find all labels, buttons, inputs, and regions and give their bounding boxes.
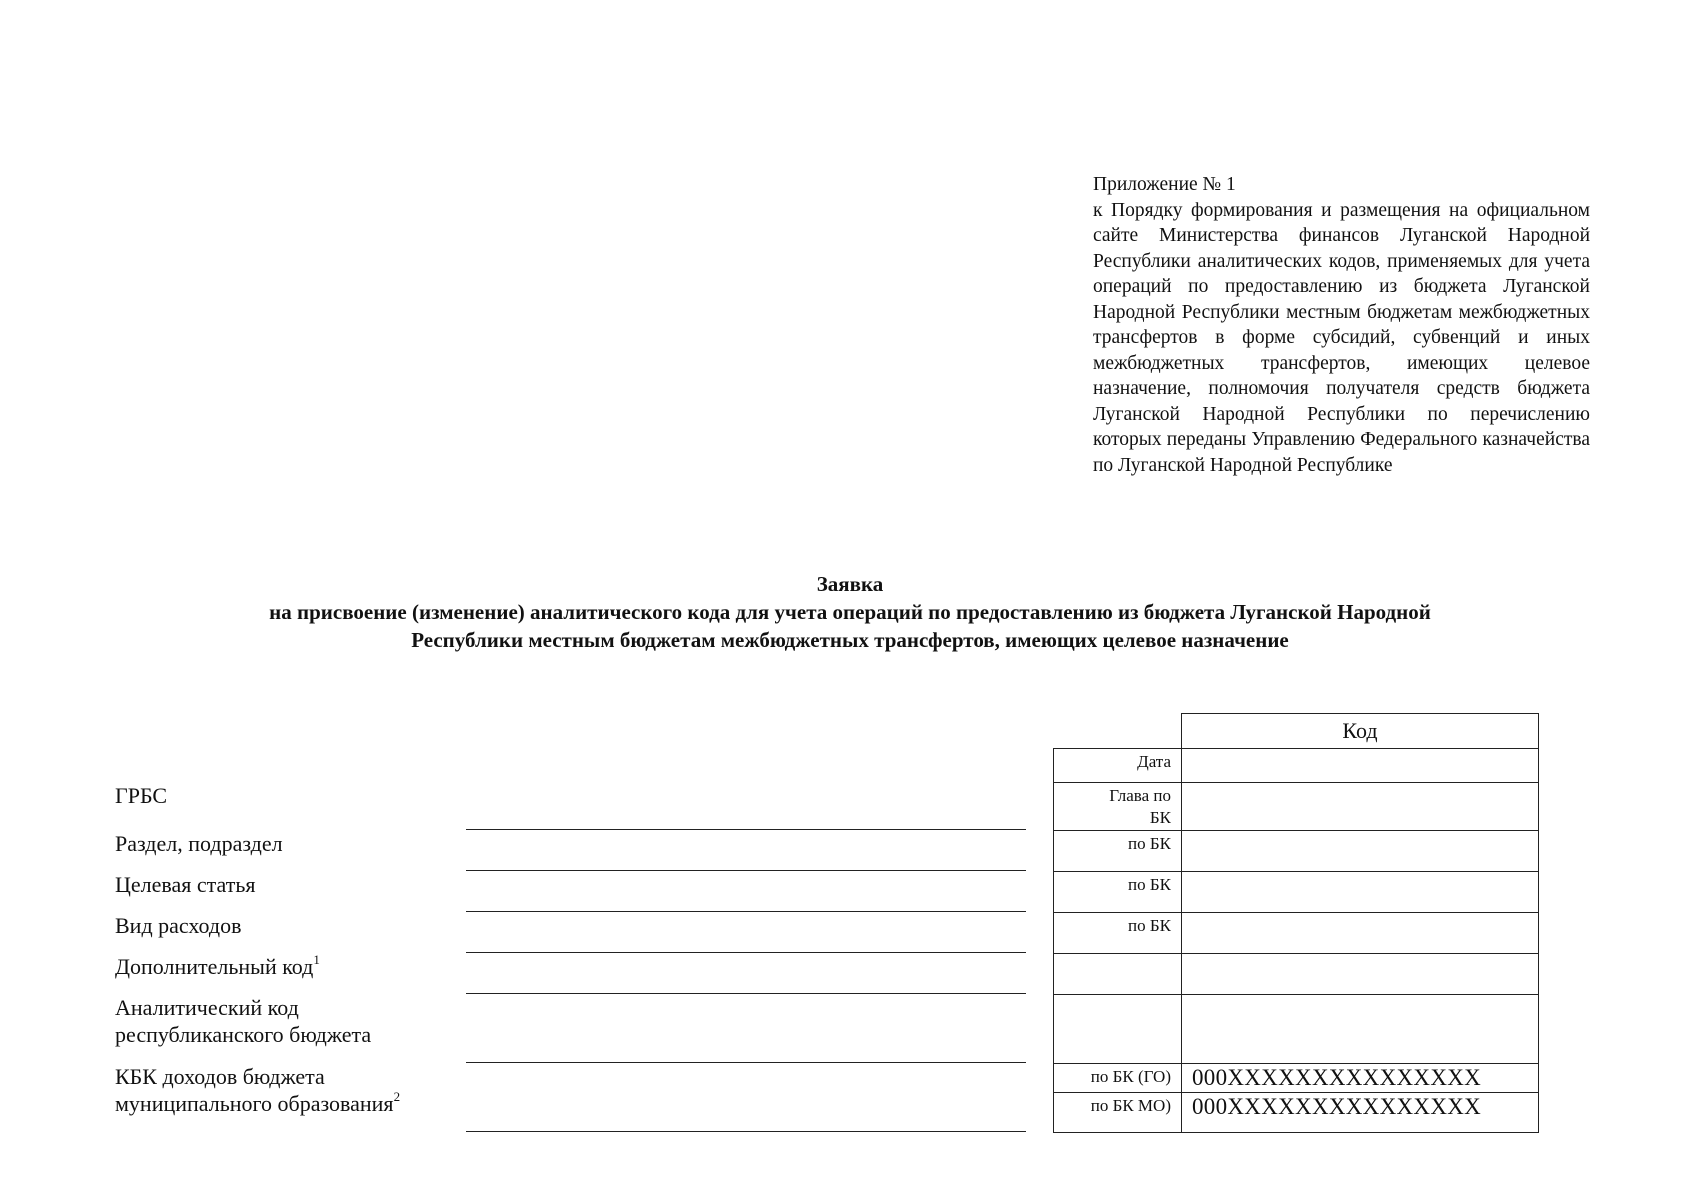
code-row-target-article [1054,872,1539,913]
code-row-analytic-code [1054,995,1539,1064]
row-label-chapter-line-1: Глава по [1109,786,1171,805]
input-line-expense-type[interactable] [466,952,1026,953]
appendix-text: к Порядку формирования и размещения на официальном сайте Министерства финансов Луганской Народной Республики аналитических кодов, применяемых для учета операций по предоставлению из бюджета Луганской Народной Республики местным бюджетам межбюджетных трансфертов в форме субсидий, субвенций и иных межбюджетных трансфертов, имеющих целевое назначение, полномочия получателя средств бюджета Луганской Народной Республики по перечислению которых переданы Управлению Федерального казначейства по Луганской Народной Республике [1093,199,1590,476]
input-line-analytic-code[interactable] [466,1062,1026,1063]
code-row-additional-code [1054,954,1539,995]
cell-additional-code[interactable] [1182,954,1539,995]
label-additional-code [115,953,320,980]
appendix-number: Приложение № 1 [1093,174,1236,195]
cell-kbk-go[interactable]: 000XXXXXXXXXXXXXXX [1182,1064,1539,1093]
row-label-chapter-line-2: БК [1149,808,1171,827]
title-line-3: Республики местным бюджетам межбюджетных трансфертов, имеющих целевое назначение [411,628,1289,652]
input-line-target-article[interactable] [466,911,1026,912]
cell-expense-type[interactable] [1182,913,1539,954]
code-row-date [1054,749,1539,783]
label-additional-code-text: Дополнительный код [115,954,314,979]
label-analytic-code [115,994,371,1048]
code-row-section [1054,831,1539,872]
cell-date[interactable] [1182,749,1539,783]
code-row-expense-type [1054,913,1539,954]
label-target-article: Целевая статья [115,872,256,897]
title-line-2: на присвоение (изменение) аналитического кода для учета операций по предоставлению из бюджета Луганской Народной [269,600,1431,624]
input-line-kbk[interactable] [466,1131,1026,1132]
cell-kbk-mo[interactable]: 000XXXXXXXXXXXXXXX [1182,1093,1539,1133]
cell-analytic-code[interactable] [1182,995,1539,1064]
row-label-expense-type: по БК [1054,913,1182,954]
code-header: Код [1182,714,1539,749]
row-label-analytic-code [1054,995,1182,1064]
label-grbs: ГРБС [115,783,168,808]
row-label-kbk-mo: по БК МО) [1054,1093,1182,1133]
label-kbk-line-2-text: муниципального образования [115,1091,394,1116]
title-line-1: Заявка [816,572,884,596]
code-table-header-row [1054,714,1539,749]
cell-target-article[interactable] [1182,872,1539,913]
label-expense-type: Вид расходов [115,913,242,938]
code-table [1053,713,1539,1133]
row-label-date: Дата [1054,749,1182,783]
row-label-additional-code [1054,954,1182,995]
label-kbk-line-1: КБК доходов бюджета [115,1064,325,1089]
code-row-kbk-go [1054,1064,1539,1093]
document-title [150,570,1550,654]
row-label-section: по БК [1054,831,1182,872]
label-kbk-line-2 [115,1090,400,1117]
footnote-marker-2: 2 [393,1089,401,1104]
footnote-marker-1: 1 [313,952,320,967]
code-row-kbk-mo [1054,1093,1539,1133]
label-analytic-code-line-1: Аналитический код [115,995,299,1020]
label-analytic-code-line-2: республиканского бюджета [115,1022,372,1047]
cell-section[interactable] [1182,831,1539,872]
row-label-kbk-go: по БК (ГО) [1054,1064,1182,1093]
label-section: Раздел, подраздел [115,831,283,856]
row-label-chapter [1054,783,1182,831]
input-line-additional-code[interactable] [466,993,1026,994]
row-label-target-article: по БК [1054,872,1182,913]
appendix-block [1093,172,1590,478]
code-row-chapter [1054,783,1539,831]
label-kbk [115,1063,400,1117]
input-line-section[interactable] [466,870,1026,871]
code-table-corner [1054,714,1182,749]
cell-chapter[interactable] [1182,783,1539,831]
input-line-grbs[interactable] [466,829,1026,830]
